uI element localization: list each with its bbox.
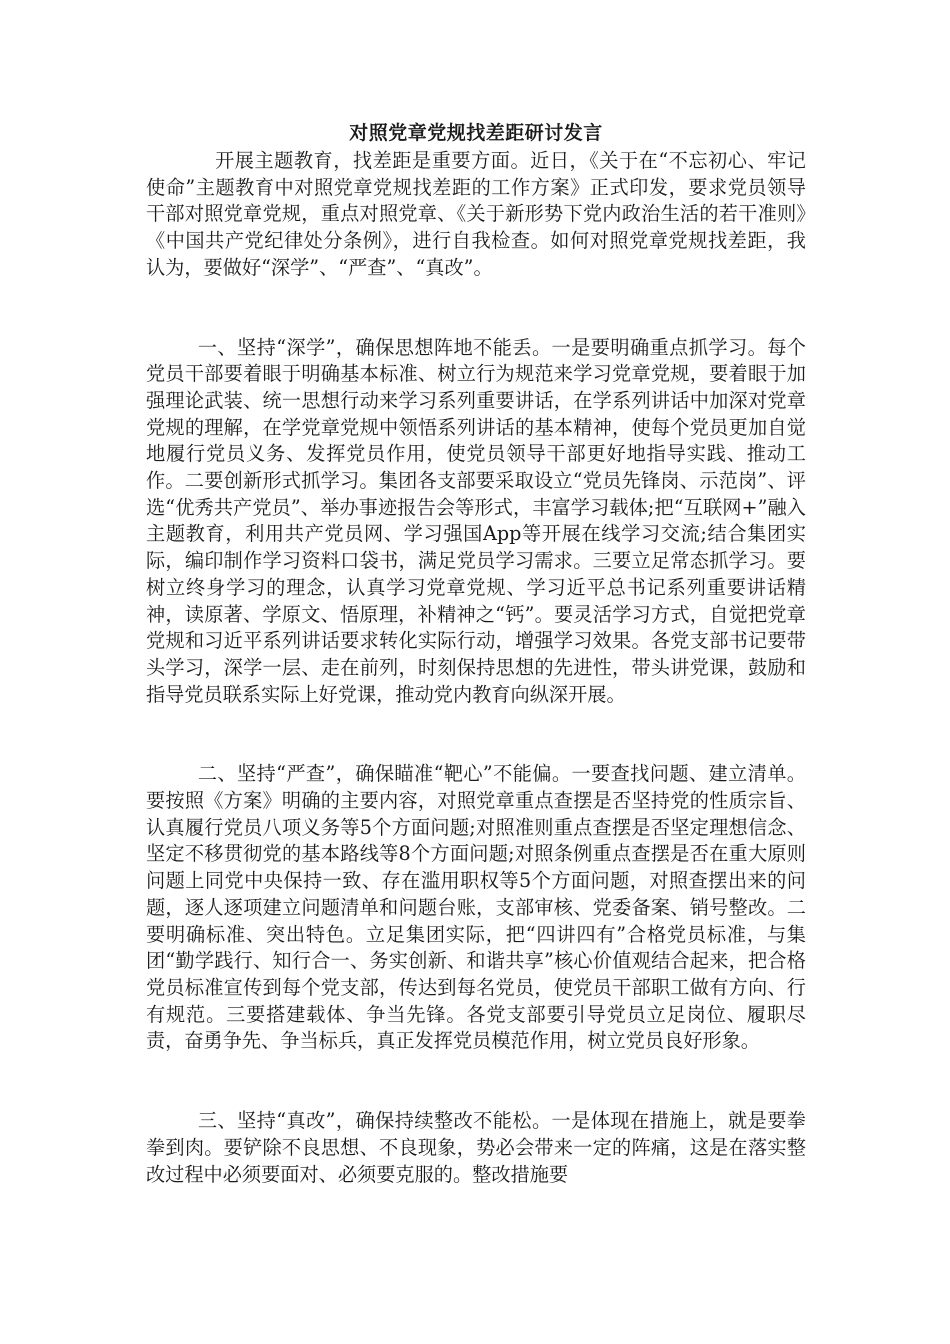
section-three-paragraph: 三、坚持“真改”，确保持续整改不能松。一是体现在措施上，就是要拳拳到肉。要铲除不良思想、不良现象，势必会带来一定的阵痛，这是在落实整改过程中必须要面对、必须要克服的。整改措施要 [146,1109,806,1186]
paragraph-spacer [146,282,806,335]
intro-paragraph: 开展主题教育，找差距是重要方面。近日，《关于在“不忘初心、牢记使命”主题教育中对照党章党规找差距的工作方案》正式印发，要求党员领导干部对照党章党规，重点对照党章、《关于新形势下党内政治生活的若干准则》《中国共产党纪律处分条例》，进行自我检查。如何对照党章党规找差距，我认为，要做好“深学”、“严查”、“真改”。 [146,149,806,279]
document-title: 对照党章党规找差距研讨发言 [349,122,603,144]
section-two-paragraph: 二、坚持“严查”，确保瞄准“靶心”不能偏。一要查找问题、建立清单。要按照《方案》明确的主要内容，对照党章重点查摆是否坚持党的性质宗旨、认真履行党员八项义务等5个方面问题;对照准则重点查摆是否坚定理想信念、坚定不移贯彻党的基本路线等8个方面问题;对照条例重点查摆是否在重大原则问题上同党中央保持一致、存在滥用职权等5个方面问题，对照查摆出来的问题，逐人逐项建立问题清单和问题台账，支部审核、党委备案、销号整改。二要明确标准、突出特色。立足集团实际，把“四讲四有”合格党员标准，与集团“勤学践行、知行合一、务实创新、和谐共享”核心价值观结合起来，把合格党员标准宣传到每个党支部，传达到每名党员，使党员干部职工做有方向、行有规范。三要搭建载体、争当先锋。各党支部要引导党员立足岗位、履职尽责，奋勇争先、争当标兵，真正发挥党员模范作用，树立党员良好形象。 [146,762,806,1053]
document-page [146,120,806,1188]
paragraph-spacer [146,1055,806,1108]
paragraph-spacer [146,708,806,761]
section-one-paragraph: 一、坚持“深学”，确保思想阵地不能丢。一是要明确重点抓学习。每个党员干部要着眼于明确基本标准、树立行为规范来学习党章党规，要着眼于加强理论武装、统一思想行动来学习系列重要讲话，在学系列讲话中加深对党章党规的理解，在学党章党规中领悟系列讲话的基本精神，使每个党员更加自觉地履行党员义务、发挥党员作用，使党员领导干部更好地指导实践、推动工作。二要创新形式抓学习。集团各支部要采取设立“党员先锋岗、示范岗”、评选“优秀共产党员”、举办事迹报告会等形式，丰富学习载体;把“互联网+”融入主题教育，利用共产党员网、学习强国App等开展在线学习交流;结合集团实际，编印制作学习资料口袋书，满足党员学习需求。三要立足常态抓学习。要树立终身学习的理念，认真学习党章党规、学习近平总书记系列重要讲话精神，读原著、学原文、悟原理，补精神之“钙”。要灵活学习方式，自觉把党章党规和习近平系列讲话要求转化实际行动，增强学习效果。各党支部书记要带头学习，深学一层、走在前列，时刻保持思想的先进性，带头讲党课，鼓励和指导党员联系实际上好党课，推动党内教育向纵深开展。 [146,335,806,706]
